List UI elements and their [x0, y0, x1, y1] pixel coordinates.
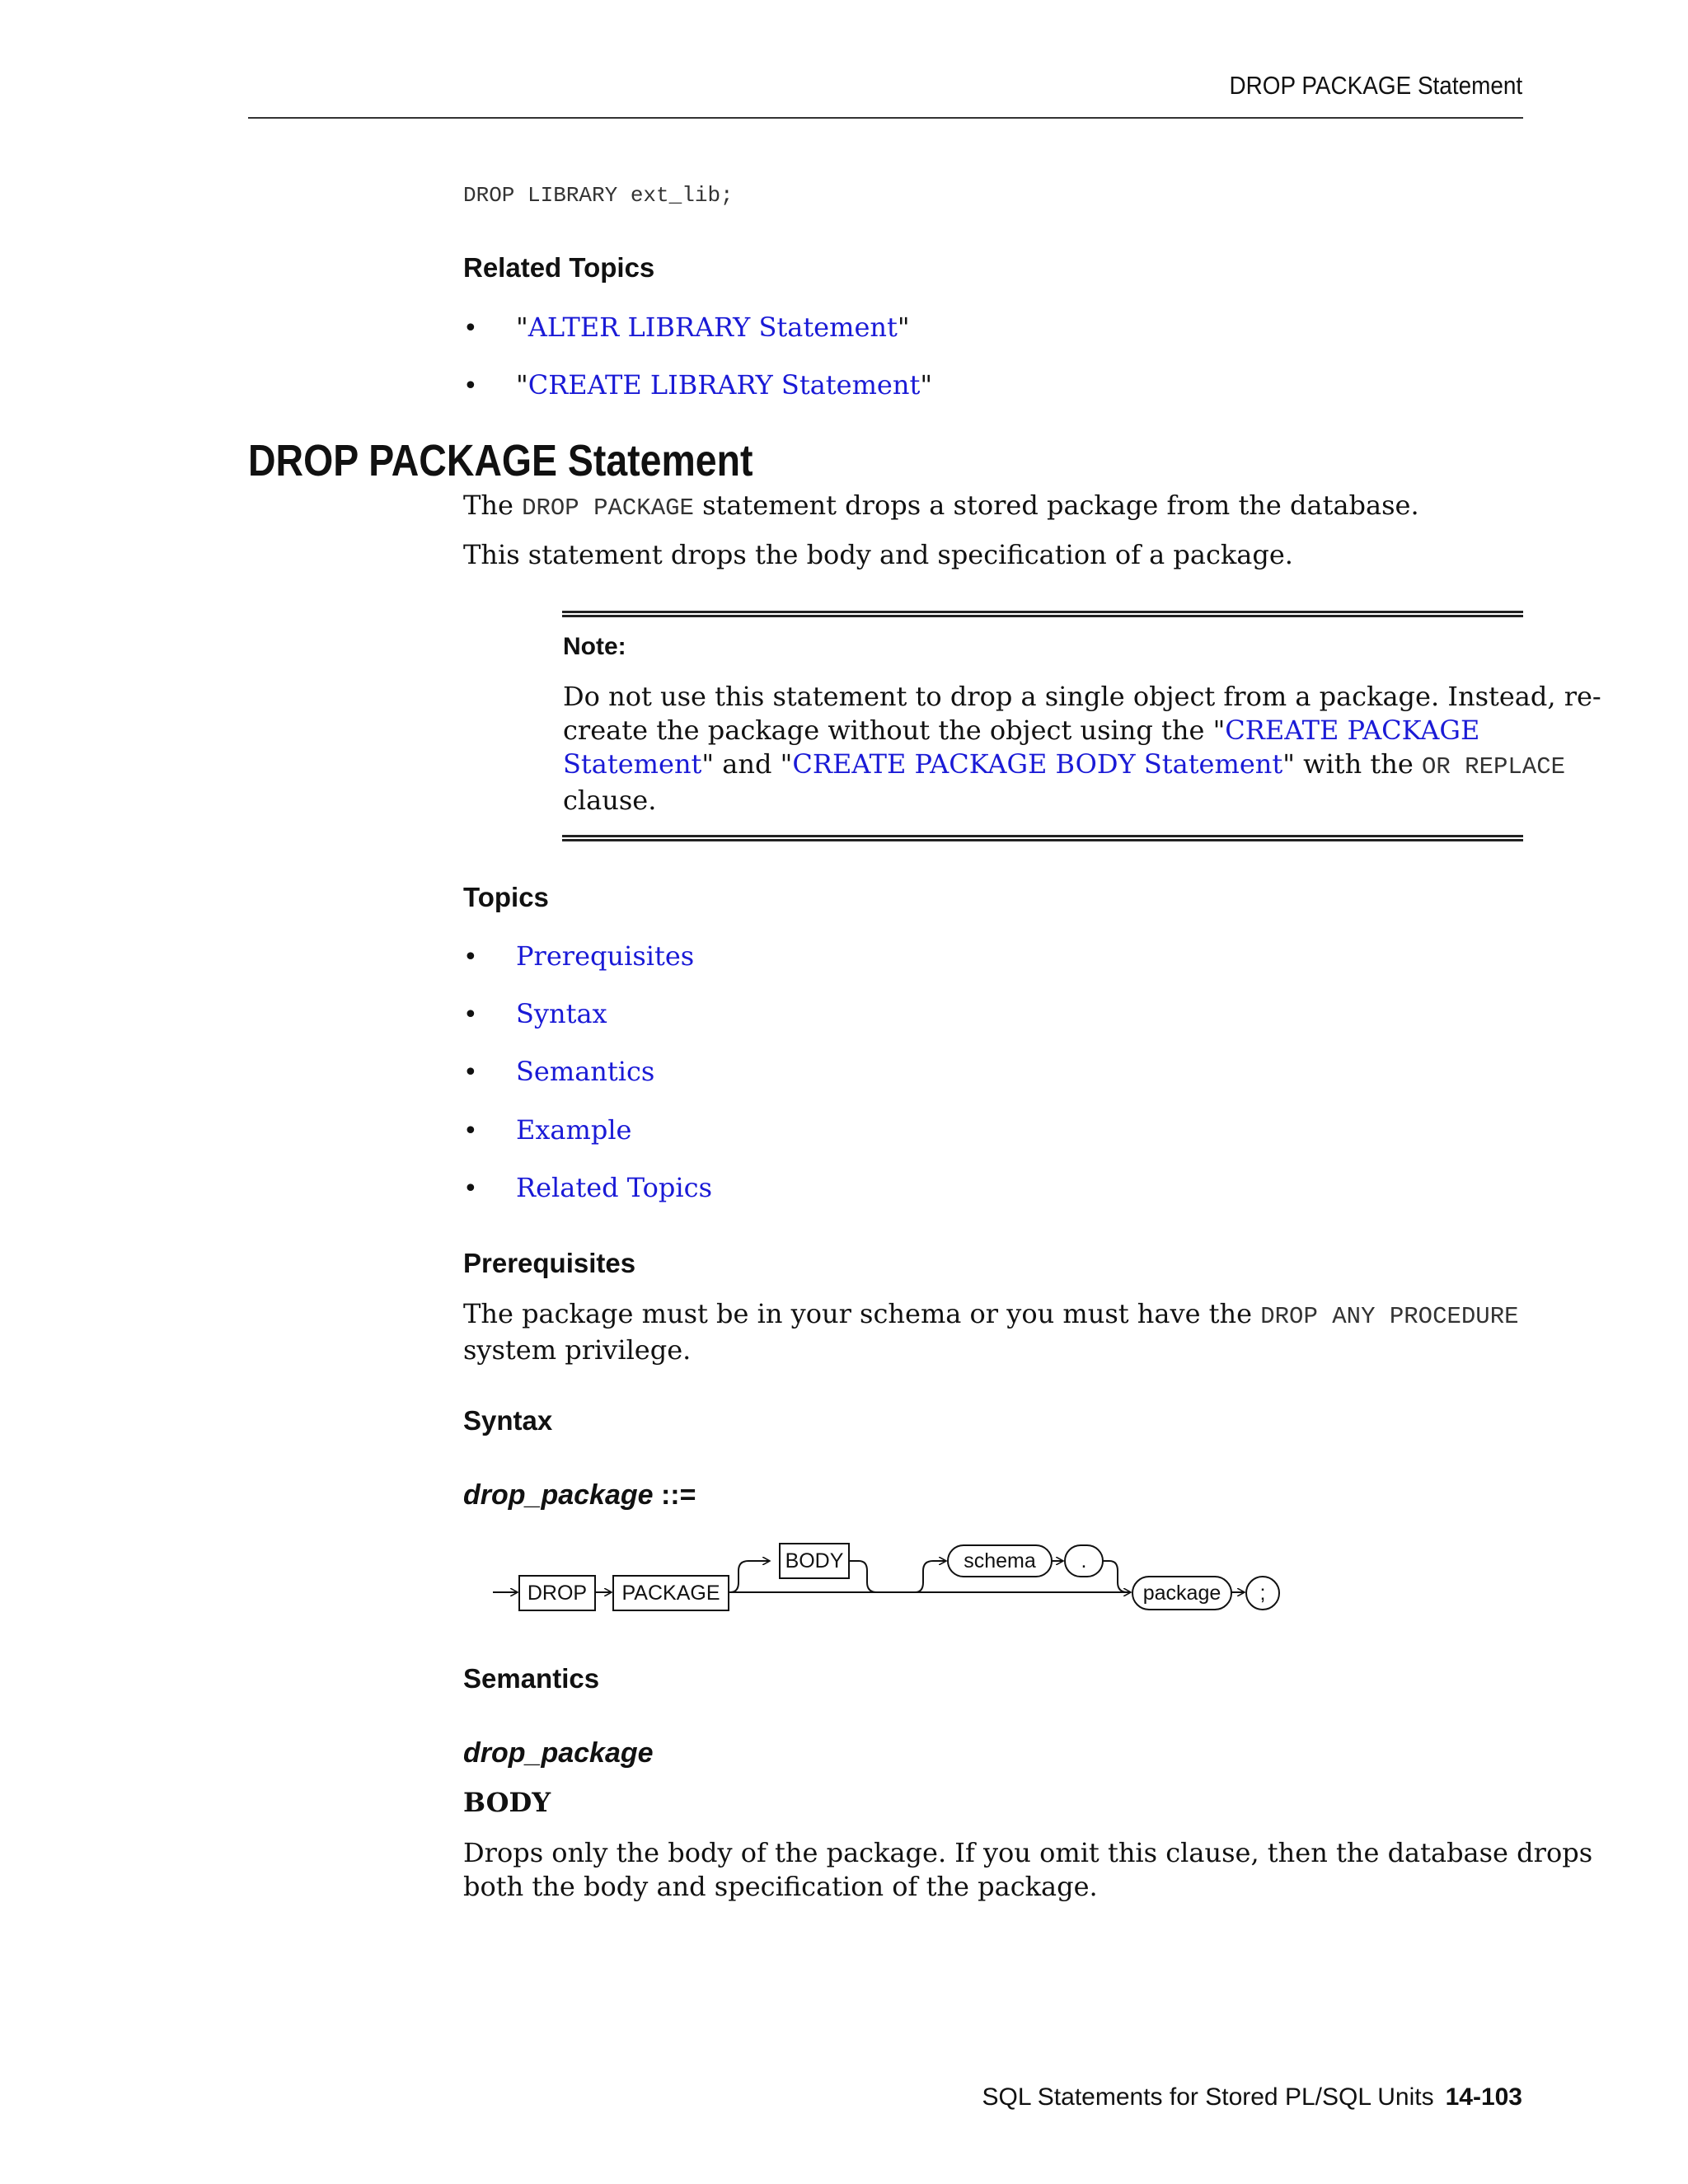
related-topic-item: • "CREATE LIBRARY Statement" [463, 369, 933, 401]
intro-paragraph-1: The DROP PACKAGE statement drops a stored package from the database. [463, 490, 1419, 522]
link-create-package[interactable]: CREATE PACKAGE [1225, 715, 1480, 746]
svg-text:;: ; [1259, 1582, 1266, 1605]
topic-item [463, 1055, 655, 1090]
running-header-title: DROP PACKAGE Statement [1229, 71, 1522, 100]
bullet-icon: • [463, 1001, 478, 1029]
semantics-description: Drops only the body of the package. If you omit this clause, then the database drops both the body and specification of the package. [463, 1837, 1593, 1902]
semantics-term: BODY [463, 1787, 551, 1818]
semantics-subheading: drop_package [463, 1737, 654, 1769]
bullet-icon: • [463, 1174, 478, 1203]
semantics-heading: Semantics [463, 1663, 600, 1694]
link-semantics[interactable]: Semantics [516, 1056, 655, 1087]
topic-item [463, 997, 607, 1032]
topic-item [463, 1113, 632, 1148]
topics-heading: Topics [463, 882, 549, 912]
note-bottom-rule [562, 835, 1523, 841]
syntax-heading: Syntax [463, 1405, 553, 1436]
link-alter-library[interactable]: ALTER LIBRARY Statement [528, 312, 898, 343]
prerequisites-heading: Prerequisites [463, 1248, 636, 1278]
bullet-icon: • [463, 943, 478, 972]
link-syntax[interactable]: Syntax [516, 998, 607, 1029]
bullet-icon: • [463, 372, 478, 401]
related-topic-item: • "ALTER LIBRARY Statement" [463, 312, 910, 343]
related-topics-heading: Related Topics [463, 252, 655, 283]
header-rule [248, 117, 1523, 119]
link-create-library[interactable]: CREATE LIBRARY Statement [528, 369, 921, 401]
link-related-topics[interactable]: Related Topics [516, 1172, 712, 1203]
bullet-icon: • [463, 1117, 478, 1146]
intro-paragraph-2: This statement drops the body and specification of a package. [463, 539, 1293, 570]
topic-item [463, 940, 695, 974]
svg-text:BODY: BODY [785, 1549, 844, 1572]
code-example: DROP LIBRARY ext_lib; [463, 183, 734, 208]
link-create-package-cont[interactable]: Statement [563, 748, 702, 780]
page-number: 14-103 [1445, 2083, 1522, 2111]
railroad-diagram [486, 1535, 1286, 1617]
prerequisites-text: The package must be in your schema or you must have the DROP ANY PROCEDURE system privilege. [463, 1298, 1519, 1366]
link-create-package-body[interactable]: CREATE PACKAGE BODY Statement [792, 748, 1283, 780]
page-footer [982, 2083, 1522, 2111]
footer-text: SQL Statements for Stored PL/SQL Units [982, 2083, 1434, 2111]
svg-text:.: . [1081, 1549, 1087, 1572]
topic-item [463, 1171, 712, 1206]
bullet-icon: • [463, 314, 478, 343]
link-prerequisites[interactable]: Prerequisites [516, 940, 695, 972]
syntax-rule-name: drop_package ::= [463, 1479, 696, 1511]
svg-text:DROP: DROP [527, 1582, 588, 1605]
note-top-rule [562, 611, 1523, 617]
note-text: Do not use this statement to drop a single object from a package. Instead, re- create the package without the object using the "CREATE PACKAGE Statement" and "CREATE PACKAGE BODY Statement" with the OR REPLACE clause. [563, 681, 1601, 816]
note-label: Note: [563, 633, 626, 660]
section-title: DROP PACKAGE Statement [248, 436, 753, 485]
link-example[interactable]: Example [516, 1114, 632, 1146]
svg-text:schema: schema [964, 1549, 1036, 1572]
bullet-icon: • [463, 1058, 478, 1087]
svg-text:PACKAGE: PACKAGE [621, 1582, 720, 1605]
svg-text:package: package [1142, 1582, 1221, 1605]
